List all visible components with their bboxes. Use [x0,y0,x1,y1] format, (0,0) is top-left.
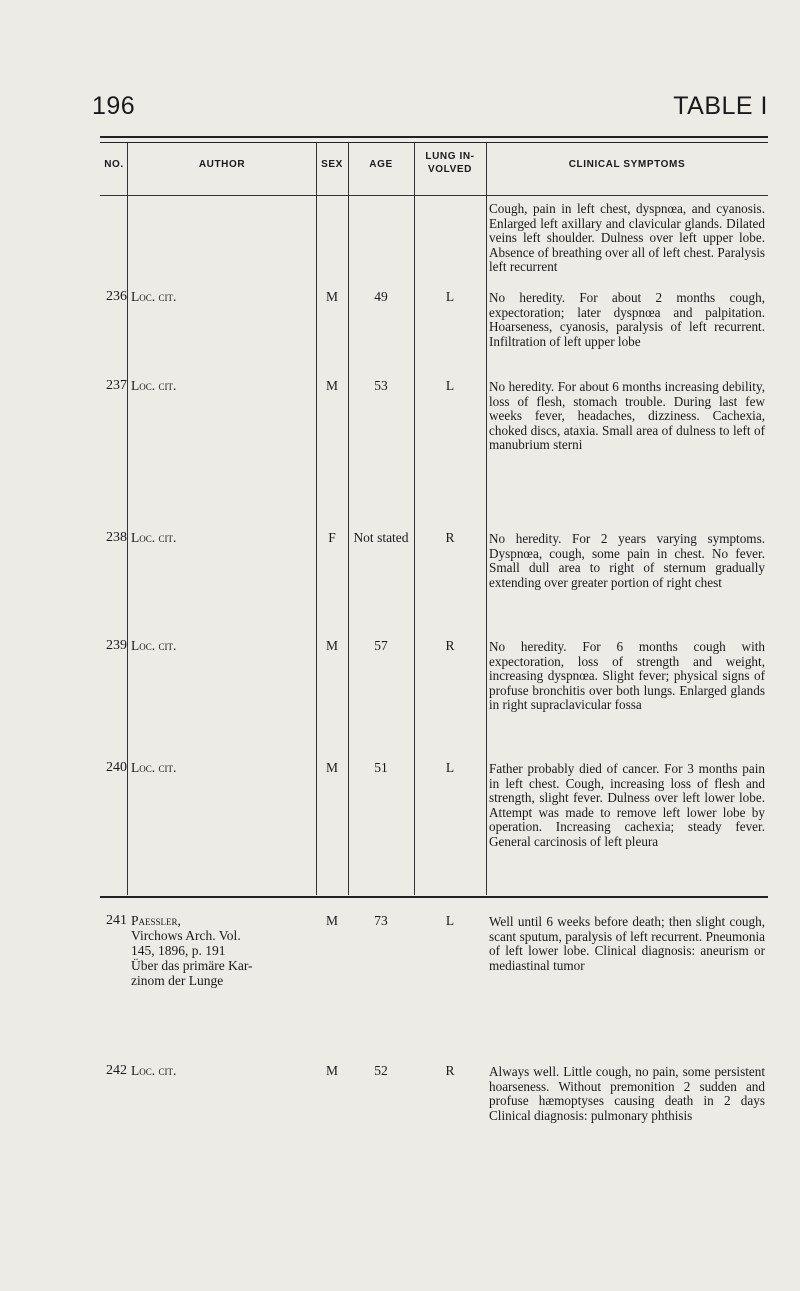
row-author [131,1063,315,1078]
row-sex: M [325,638,338,653]
row-lung-involved: L [445,760,455,775]
author-line: Loc. cit. [131,760,177,775]
row-sex: M [325,378,338,393]
author-line: 145, 1896, p. 191 [131,943,226,958]
column-divider [414,143,415,895]
header-clinical-symptoms: CLINICAL SYMPTOMS [568,159,686,170]
carryover-symptoms: Cough, pain in left chest, dyspnœa, and cyanosis. Enlarged left axillary and clavicular glands. Dilated veins left shoulder. Dulness over left upper lobe. Absence of breathing over all of left chest. Paralysis left recurrent [489,201,765,275]
row-number: 242 [106,1063,127,1078]
row-author [131,760,315,775]
author-line: Loc. cit. [131,1063,177,1078]
row-number: 237 [106,378,127,393]
header-no: NO. [104,159,124,170]
row-sex: M [325,1063,338,1078]
row-age: 73 [374,913,388,928]
row-lung-involved: R [445,638,455,653]
row-lung-involved: L [445,378,455,393]
author-line: Paessler, [131,913,181,928]
author-line: Virchows Arch. Vol. [131,928,241,943]
author-line: Loc. cit. [131,378,177,393]
table-title: TABLE I [673,92,768,120]
row-number: 241 [106,913,127,928]
row-sex: M [325,760,338,775]
row-symptoms: No heredity. For about 2 months cough, expectoration; later dyspnœa and palpitation. Hoarseness, cyanosis, paralysis of left recurrent. Infiltration of left upper lobe [489,290,765,349]
header-lung-involved: LUNG IN- VOLVED [425,151,475,175]
author-line: Loc. cit. [131,638,177,653]
row-lung-involved: R [445,1063,455,1078]
row-age: 52 [374,1063,388,1078]
row-sex: F [328,530,336,545]
header-rule [100,195,768,196]
row-author [131,378,315,393]
column-divider [348,143,349,895]
row-symptoms: No heredity. For 2 years varying symptoms. Dyspnœa, cough, some pain in chest. No fever. Small dull area to right of sternum gradually extending over greater portion of right chest [489,531,765,590]
row-number: 239 [106,638,127,653]
row-age: 51 [374,760,388,775]
author-line: Loc. cit. [131,530,177,545]
column-divider [486,143,487,895]
row-symptoms: Father probably died of cancer. For 3 months pain in left chest. Cough, increasing loss of flesh and strength, slight fever. Dulness over left lower lobe. Attempt was made to remove left lower lobe by operation. Increasing cachexia; steady fever. General carcinosis of left pleura [489,761,765,849]
row-author [131,530,315,545]
row-author [131,913,315,988]
author-line: Loc. cit. [131,289,177,304]
column-divider [316,143,317,895]
header-sex: SEX [321,159,343,170]
column-divider [127,143,128,895]
row-sex: M [325,913,338,928]
row-symptoms: No heredity. For about 6 months increasing debility, loss of flesh, stomach trouble. During last few weeks fever, headaches, dizziness. Cachexia, choked discs, ataxia. Small area of dulness to left of manubrium sterni [489,379,765,453]
running-head [92,92,768,124]
bottom-rule [100,896,768,898]
row-age: Not stated [353,530,409,545]
author-line: Über das primäre Kar- [131,958,253,973]
row-lung-involved: L [445,289,455,304]
row-symptoms: Always well. Little cough, no pain, some persistent hoarseness. Without premonition 2 sudden and profuse hæmoptyses causing death in 2 days Clinical diagnosis: pulmonary phthisis [489,1064,765,1123]
row-symptoms: No heredity. For 6 months cough with expectoration, loss of strength and weight, increasing dyspnœa. Slight fever; physical signs of profuse bronchitis over both lungs. Enlarged glands in right supraclavicular fossa [489,639,765,713]
row-symptoms: Well until 6 weeks before death; then slight cough, scant sputum, paralysis of left recurrent. Pneumonia of left lower lobe. Clinical diagnosis: aneurism or mediastinal tumor [489,914,765,973]
top-rule-thick [100,136,768,138]
row-age: 57 [374,638,388,653]
row-number: 238 [106,530,127,545]
page-number: 196 [92,92,136,120]
author-line: zinom der Lunge [131,973,224,988]
row-number: 236 [106,289,127,304]
header-author: AUTHOR [198,159,246,170]
row-author [131,638,315,653]
row-sex: M [325,289,338,304]
row-lung-involved: L [445,913,455,928]
row-lung-involved: R [445,530,455,545]
row-number: 240 [106,760,127,775]
row-age: 53 [374,378,388,393]
row-age: 49 [374,289,388,304]
header-age: AGE [369,159,393,170]
row-author [131,289,315,304]
top-rule-thin [100,142,768,143]
